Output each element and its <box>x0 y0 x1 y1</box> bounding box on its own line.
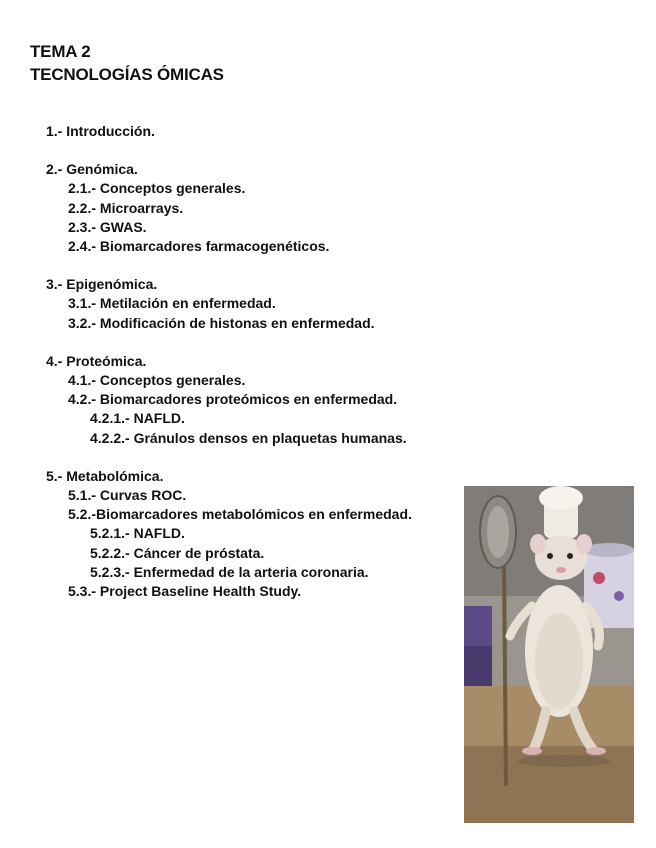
subsection-item: 2.4.- Biomarcadores farmacogenéticos. <box>68 238 330 255</box>
toc-section-1 <box>46 122 412 141</box>
subsection-item: 3.1.- Metilación en enfermedad. <box>68 295 276 312</box>
topic-number: TEMA 2 <box>30 42 91 61</box>
section-title: 4.- Proteómica. <box>46 352 147 369</box>
subsubsection-item: 5.2.1.- NAFLD. <box>90 525 185 542</box>
section-title: 3.- Epigenómica. <box>46 276 158 293</box>
toc-section-5 <box>46 467 412 601</box>
subsubsection-item: 4.2.1.- NAFLD. <box>90 410 185 427</box>
document-header <box>30 40 224 86</box>
subsection-item: 5.2.-Biomarcadores metabolómicos en enfermedad. <box>68 506 412 523</box>
chef-rat-photo <box>464 486 634 823</box>
section-title: 1.- Introducción. <box>46 123 155 139</box>
subsection-item: 3.2.- Modificación de histonas en enfermedad. <box>68 314 375 331</box>
subsection-item: 2.3.- GWAS. <box>68 218 147 235</box>
subsubsection-item: 5.2.3.- Enfermedad de la arteria coronaria. <box>90 563 369 580</box>
toc-section-2 <box>46 160 412 256</box>
subsubsection-item: 4.2.2.- Gránulos densos en plaquetas humanas. <box>90 429 407 446</box>
section-title: 5.- Metabolómica. <box>46 467 164 484</box>
section-title: 2.- Genómica. <box>46 161 138 178</box>
subsection-item: 5.3.- Project Baseline Health Study. <box>68 583 302 600</box>
subsection-item: 5.1.- Curvas ROC. <box>68 487 187 504</box>
subsection-item: 4.1.- Conceptos generales. <box>68 372 246 389</box>
subsection-item: 2.2.- Microarrays. <box>68 199 184 216</box>
subsection-item: 4.2.- Biomarcadores proteómicos en enfermedad. <box>68 391 398 408</box>
subsection-item: 2.1.- Conceptos generales. <box>68 180 246 197</box>
topic-title: TECNOLOGÍAS ÓMICAS <box>30 65 224 84</box>
table-of-contents <box>46 122 412 620</box>
subsubsection-item: 5.2.2.- Cáncer de próstata. <box>90 544 265 561</box>
toc-section-3 <box>46 275 412 333</box>
toc-section-4 <box>46 352 412 448</box>
